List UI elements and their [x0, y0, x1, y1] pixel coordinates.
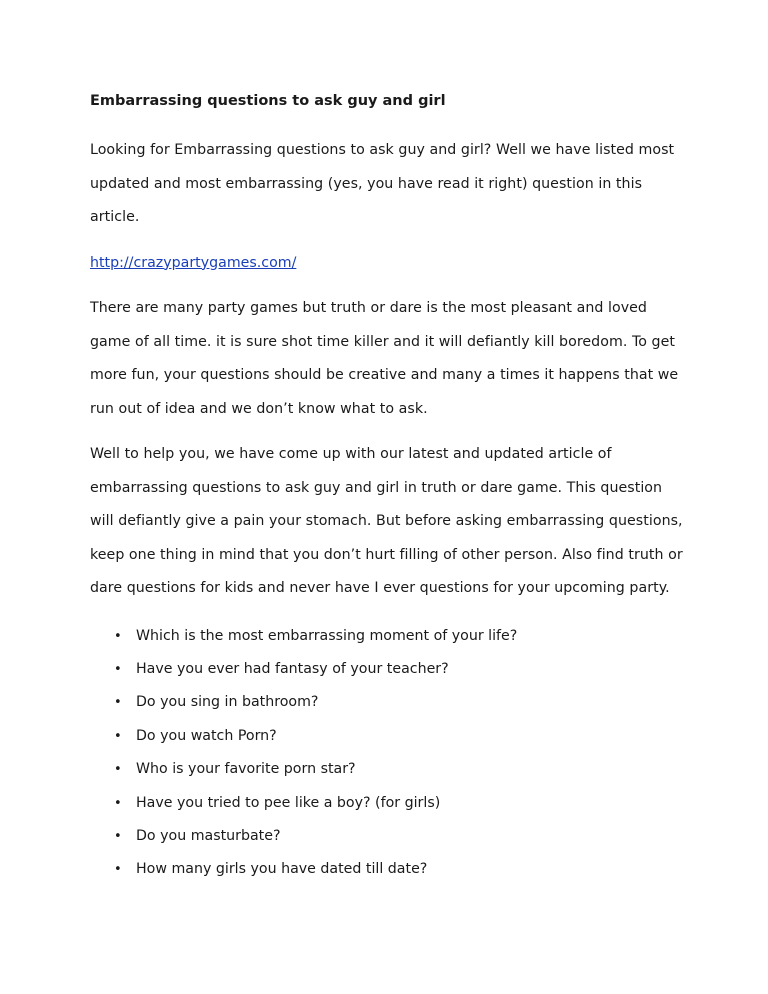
question-text: Have you ever had fantasy of your teacher?: [136, 660, 449, 677]
bullet-icon: •: [114, 628, 122, 644]
list-item: [90, 787, 690, 820]
list-item: [90, 653, 690, 686]
list-item: [90, 753, 690, 786]
list-item: [90, 620, 690, 653]
bullet-icon: •: [114, 795, 122, 811]
list-item: [90, 720, 690, 753]
bullet-icon: •: [114, 695, 122, 711]
question-text: Do you masturbate?: [136, 827, 281, 844]
question-text: Do you watch Porn?: [136, 727, 277, 744]
question-text: How many girls you have dated till date?: [136, 861, 428, 878]
bullet-icon: •: [114, 728, 122, 744]
document-title: Embarrassing questions to ask guy and girl: [90, 93, 446, 109]
bullet-icon: •: [114, 762, 122, 778]
question-text: Have you tried to pee like a boy? (for girls): [136, 794, 441, 811]
question-text: Do you sing in bathroom?: [136, 694, 319, 711]
question-text: Which is the most embarrassing moment of your life?: [136, 627, 518, 644]
paragraph-help: Well to help you, we have come up with our latest and updated article of embarrassing questions to ask guy and girl in truth or dare game. This question will defiantly give a pain your stomach. But before asking embarrassing questions, keep one thing in mind that you don’t hurt filling of other person. Also find truth or dare questions for kids and never have I ever questions for your upcoming party.: [90, 446, 683, 596]
list-item: [90, 820, 690, 853]
website-link[interactable]: http://crazypartygames.com/: [90, 254, 297, 271]
questions-list: [90, 620, 690, 887]
intro-paragraph: Looking for Embarrassing questions to ask guy and girl? Well we have listed most updated and most embarrassing (yes, you have read it right) question in this article.: [90, 142, 675, 225]
list-item: [90, 686, 690, 719]
list-item: [90, 853, 690, 886]
bullet-icon: •: [114, 828, 122, 844]
bullet-icon: •: [114, 862, 122, 878]
bullet-icon: •: [114, 661, 122, 677]
document-page: [90, 86, 690, 887]
question-text: Who is your favorite porn star?: [136, 761, 356, 778]
paragraph-party-games: There are many party games but truth or dare is the most pleasant and loved game of all time. it is sure shot time killer and it will defiantly kill boredom. To get more fun, your questions should be creative and many a times it happens that we run out of idea and we don’t know what to ask.: [90, 300, 679, 417]
